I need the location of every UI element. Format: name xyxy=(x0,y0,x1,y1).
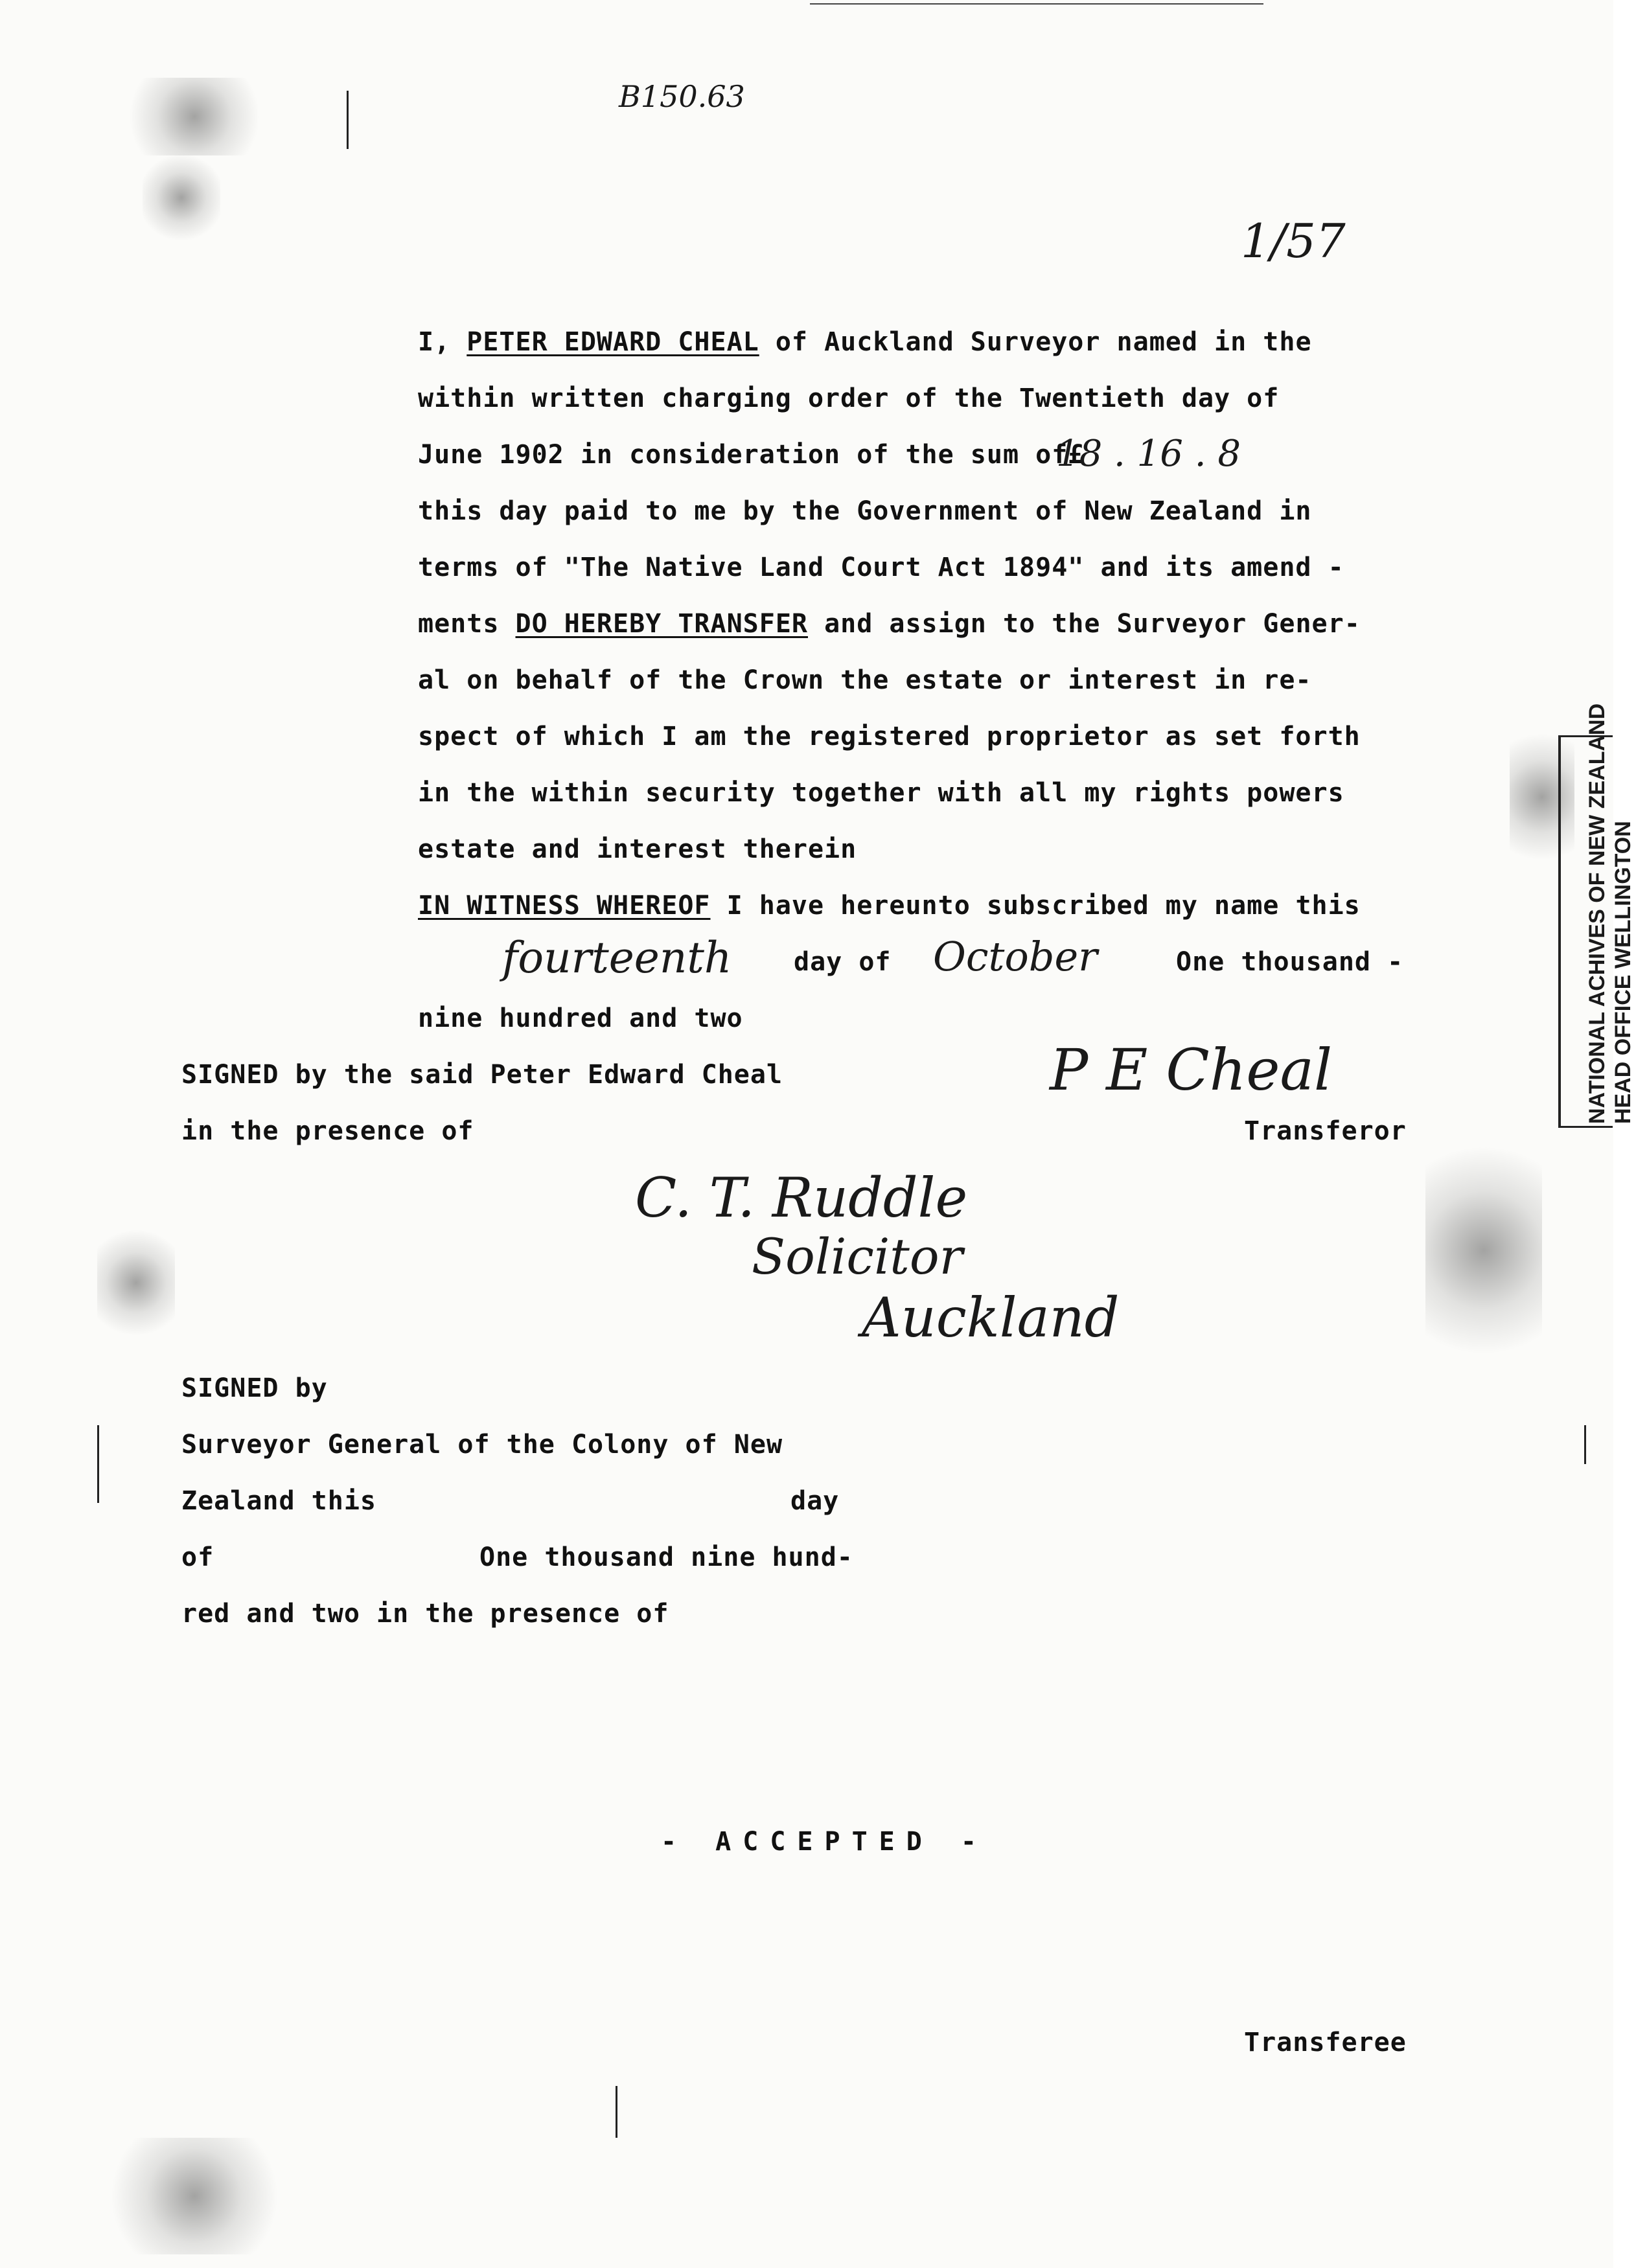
nine-hundred-text: nine hundred and two xyxy=(418,1003,743,1033)
body-line-2 xyxy=(418,384,1279,413)
body-text: this day paid to me by the Government of New Zealand in xyxy=(418,496,1312,526)
archive-stamp xyxy=(1584,704,1636,1124)
archive-stamp-line1: NATIONAL ACHIVES OF NEW ZEALAND xyxy=(1585,703,1609,1124)
body-text: al on behalf of the Crown the estate or interest in re- xyxy=(418,665,1312,695)
witness-name: C. T. Ruddle xyxy=(635,1166,968,1230)
transferee-label: Transferee xyxy=(1244,2028,1407,2057)
day-handwritten: fourteenth xyxy=(502,933,732,983)
body-line-1 xyxy=(418,327,1312,357)
scan-mark xyxy=(616,2086,617,2138)
scan-mark xyxy=(1584,1425,1586,1464)
body-text: I, xyxy=(418,327,467,357)
transferee-signed-line: SIGNED by xyxy=(181,1373,328,1403)
body-text: ments xyxy=(418,609,516,639)
body-line-8 xyxy=(418,722,1361,751)
body-line-7 xyxy=(418,665,1312,695)
scan-smudge xyxy=(143,149,220,246)
body-line-6 xyxy=(418,609,1361,639)
transferee-presence-line: red and two in the presence of xyxy=(181,1599,669,1629)
scan-edge xyxy=(810,3,1263,5)
body-line-10 xyxy=(418,834,857,864)
body-line-11 xyxy=(418,891,1361,921)
month-handwritten: October xyxy=(933,933,1098,980)
body-text: terms of "The Native Land Court Act 1894" and its amend - xyxy=(418,553,1344,582)
scan-smudge xyxy=(91,2138,298,2254)
scan-smudge xyxy=(1425,1114,1542,1386)
body-text: June 1902 in consideration of the sum of£ xyxy=(418,440,1085,470)
transferee-of-text: of xyxy=(181,1542,214,1572)
operative-words: DO HEREBY TRANSFER xyxy=(515,609,808,639)
reference-number: B150.63 xyxy=(619,79,745,114)
transferor-signed-line: SIGNED by the said Peter Edward Cheal xyxy=(181,1060,783,1090)
body-text: within written charging order of the Twentieth day of xyxy=(418,384,1280,413)
scan-mark xyxy=(97,1425,99,1503)
scan-smudge xyxy=(110,78,279,155)
transferor-label: Transferor xyxy=(1244,1116,1407,1146)
body-text: I have hereunto subscribed my name this xyxy=(710,891,1361,921)
body-line-5 xyxy=(418,553,1344,582)
body-line-3 xyxy=(418,440,1084,470)
day-of-text: day of xyxy=(794,947,892,977)
scan-smudge xyxy=(97,1218,175,1347)
transferee-zealand-text: Zealand this xyxy=(181,1486,376,1516)
body-text: estate and interest therein xyxy=(418,834,857,864)
scan-mark xyxy=(347,91,349,149)
body-text: and assign to the Surveyor Gener- xyxy=(807,609,1361,639)
body-text: spect of which I am the registered proprietor as set forth xyxy=(418,722,1361,751)
witness-title: Solicitor xyxy=(752,1228,963,1285)
transferor-signature: P E Cheal xyxy=(1050,1037,1333,1103)
body-text: of Auckland Surveyor named in the xyxy=(759,327,1312,357)
body-line-9 xyxy=(418,778,1344,808)
witness-place: Auckland xyxy=(862,1286,1120,1349)
accepted-heading: - ACCEPTED - xyxy=(661,1827,988,1857)
transferor-presence-line: in the presence of xyxy=(181,1116,474,1146)
body-text: in the within security together with all my rights powers xyxy=(418,778,1344,808)
transferor-name: PETER EDWARD CHEAL xyxy=(467,327,759,357)
body-line-4 xyxy=(418,496,1312,526)
transferee-thousand-text: One thousand nine hund- xyxy=(479,1542,853,1572)
witness-clause: IN WITNESS WHEREOF xyxy=(418,891,711,921)
one-thousand-text: One thousand - xyxy=(1176,947,1404,977)
transferee-day-text: day xyxy=(790,1486,840,1516)
sum-handwritten: 18 . 16 . 8 xyxy=(1056,433,1241,475)
archive-stamp-line2: HEAD OFFICE WELLINGTON xyxy=(1611,821,1635,1124)
transferee-surveyor-line: Surveyor General of the Colony of New xyxy=(181,1430,783,1460)
folio-number: 1/57 xyxy=(1241,214,1346,268)
